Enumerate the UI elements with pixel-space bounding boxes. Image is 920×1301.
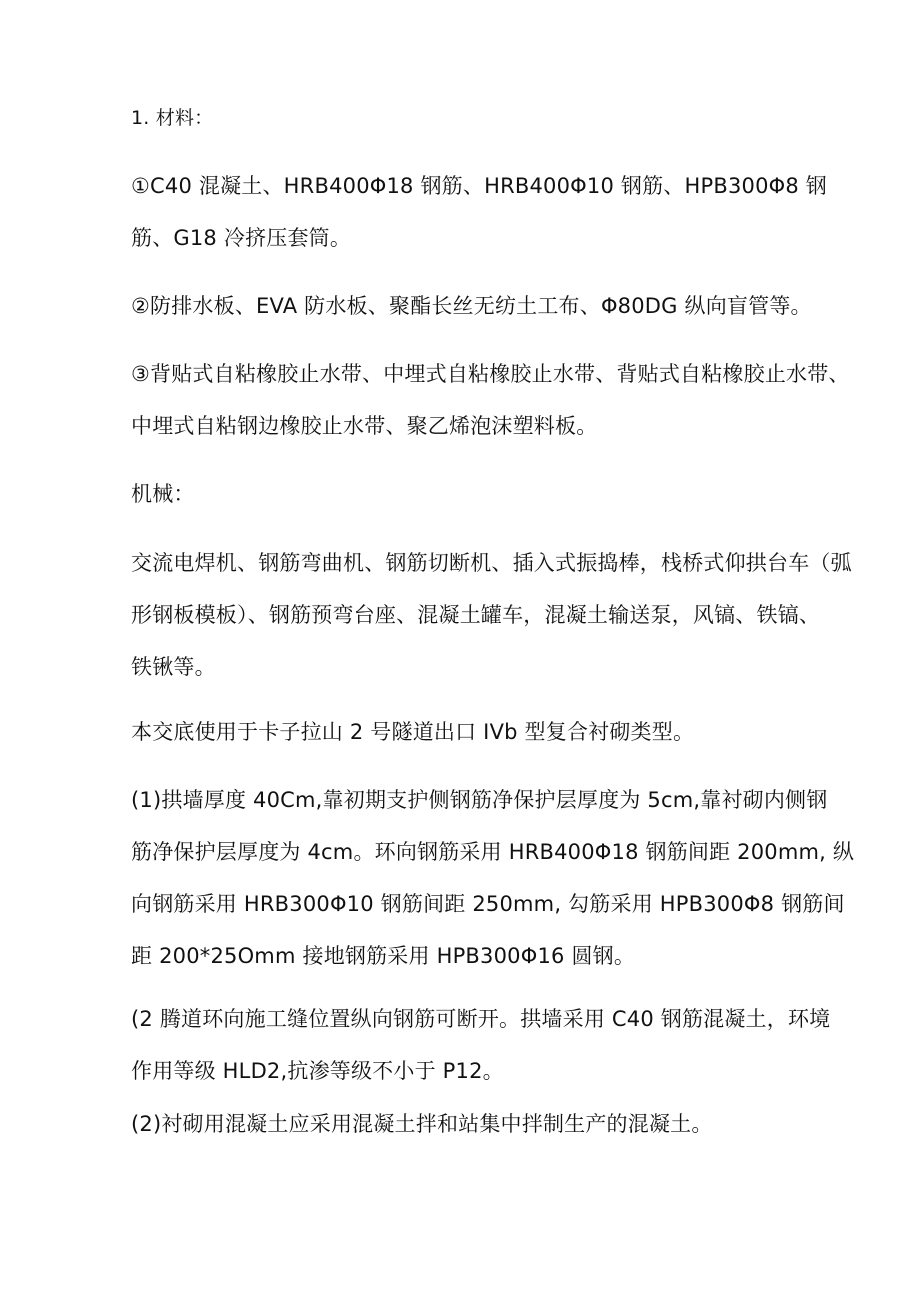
paragraph-1-line-2: 筋净保护层厚度为 4cm。环向钢筋采用 HRB400Φ18 钢筋间距 200mm, 纵 — [131, 840, 855, 864]
materials-item-2-line-1: ②防排水板、EVA 防水板、聚酯长丝无纺土工布、Φ80DG 纵向盲管等。 — [131, 294, 812, 318]
paragraph-2 — [131, 993, 831, 1097]
materials-item-1-line-1: ①C40 混凝土、HRB400Φ18 钢筋、HRB400Φ10 钢筋、HPB300Φ8 钢 — [131, 174, 827, 198]
paragraph-3-line: (2)衬砌用混凝土应采用混凝土拌和站集中拌制生产的混凝土。 — [131, 1112, 713, 1136]
materials-item-3-line-1: ③背贴式自粘橡胶止水带、中埋式自粘橡胶止水带、背贴式自粘橡胶止水带、 — [131, 362, 850, 386]
machinery-heading: 机械： — [131, 482, 195, 506]
scope-text-line: 本交底使用于卡子拉山 2 号隧道出口 IVb 型复合衬砌类型。 — [131, 720, 695, 744]
materials-item-1-line-2: 筋、G18 冷挤压套筒。 — [131, 226, 352, 250]
paragraph-1 — [131, 774, 855, 982]
materials-item-3 — [131, 348, 850, 452]
materials-item-1 — [131, 160, 827, 264]
machinery-list-line-1: 交流电焊机、钢筋弯曲机、钢筋切断机、插入式振捣棒，栈桥式仰拱台车（弧 — [131, 551, 852, 575]
materials-heading: 1. 材料： — [131, 107, 214, 129]
materials-item-3-line-2: 中埋式自粘钢边橡胶止水带、聚乙烯泡沫塑料板。 — [131, 414, 598, 438]
materials-item-2 — [131, 280, 812, 332]
paragraph-1-line-4: 距 200*25Omm 接地钢筋采用 HPB300Φ16 圆钢。 — [131, 944, 636, 968]
paragraph-2-line-1: (2 腾道环向施工缝位置纵向钢筋可断开。拱墙采用 C40 钢筋混凝土，环境 — [131, 1007, 831, 1031]
machinery-list-line-3: 铁锹等。 — [131, 655, 216, 679]
paragraph-1-line-3: 向钢筋采用 HRB300Φ10 钢筋间距 250mm, 勾筋采用 HPB300Φ8 钢筋间 — [131, 892, 845, 916]
paragraph-1-line-1: (1)拱墙厚度 40Cm,靠初期支护侧钢筋净保护层厚度为 5cm,靠衬砌内侧钢 — [131, 788, 828, 812]
machinery-list-line-2: 形钢板模板）、钢筋预弯台座、混凝土罐车，混凝土输送泵，风镐、铁镐、 — [131, 603, 821, 627]
scope-text — [131, 706, 799, 758]
paragraph-2-line-2: 作用等级 HLD2,抗渗等级不小于 P12。 — [131, 1059, 504, 1083]
machinery-list — [131, 537, 852, 693]
paragraph-3 — [131, 1098, 799, 1150]
